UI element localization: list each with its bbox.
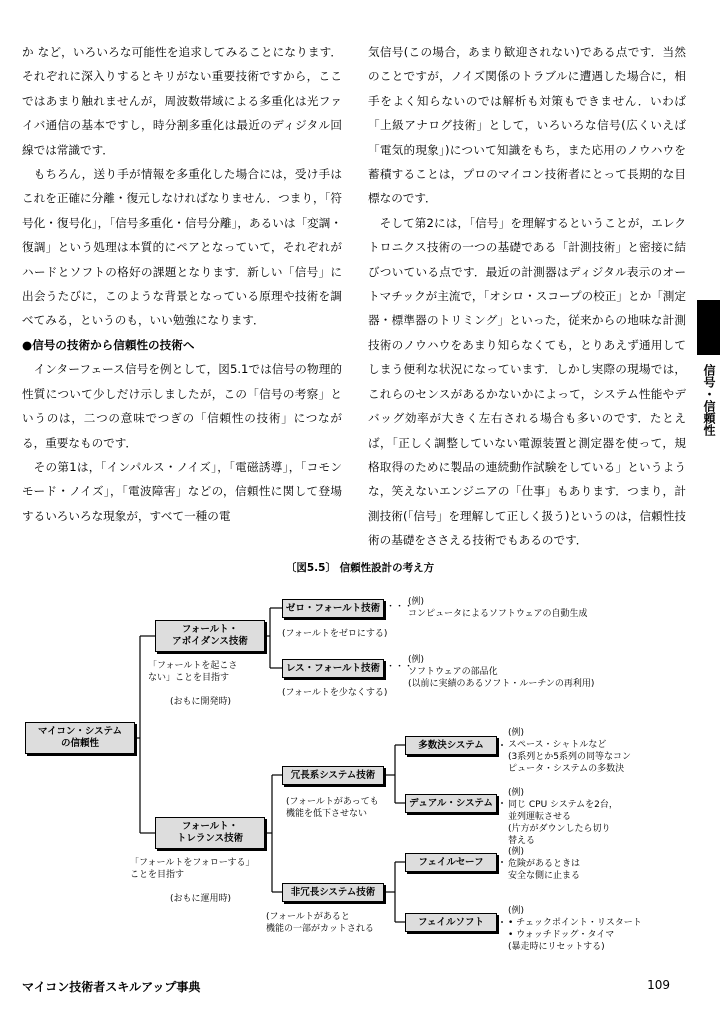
book-title: マイコン技術者スキルアップ事典 bbox=[22, 980, 201, 994]
nonredundant-system-box: 非冗長システム技術 bbox=[282, 883, 384, 902]
redundant-note: (フォールトがあっても 機能を低下させない bbox=[286, 797, 379, 819]
less-fault-box: レス・フォールト技術 bbox=[282, 659, 384, 678]
paragraph: そして第2には，「信号」を理解するということが，エレクトロニクス技術の一つの基礎である「計測技術」と密接に結びついている点です．最近の計測器はディジタル表示のオートマチックが主流で，「オシロ・スコープの校正」とか「測定器・標準器のトリミング」といった，従来からの地味な計測技術のノウハウをあまり知らなくても，とりあえず通用してしまう便利な状況になっています．しかし実際の現場では，これらのセンスがあるかないかによって，システム性能やデバッグ効率が大きく左右される場合も多いのです．たとえば，「正しく調整していない電源装置と測定器を使って，規格取得のために製品の連続動作試験をしている」というような，笑えないエンジニアの「仕事」もあります．つまり，計測技術(「信号」を理解して正しく扱う)というのは，信頼性技術の基礎をささえる技術でもあるのです． bbox=[368, 215, 686, 548]
nonredundant-note: (フォールトがあると 機能の一部がカットされる bbox=[266, 912, 374, 934]
zero-fault-note: (フォールトをゼロにする) bbox=[282, 629, 388, 639]
dual-system-box: デュアル・システム bbox=[405, 794, 497, 813]
paragraph: その第1は，「インパルス・ノイズ」，「電磁誘導」，「コモンモード・ノイズ」，「電波障害」などの，信頼性に関して登場するいろいろな現象が，すべて一種の電 bbox=[22, 459, 342, 523]
section-heading: ●信号の技術から信頼性の技術へ bbox=[22, 337, 195, 352]
fault-avoidance-box: フォールト・ アボイダンス技術 bbox=[155, 620, 265, 652]
paragraph: もちろん，送り手が情報を多重化した場合には，受け手はこれを正確に分離・復元しなければなりません．つまり，「符号化・復号化」，「信号多重化・信号分離」，あるいは「変調・復調」という処理は本質的にペアとなっていて，それぞれがハードとソフトの格好の課題となります．新しい「信号」に出会うたびに，このような背景となっている原理や技術を調べてみる，というのも，いい勉強になります． bbox=[22, 167, 342, 328]
fault-tolerance-note: 「フォールトをフォローする」 ことを目指す bbox=[130, 858, 255, 880]
fault-avoidance-note: 「フォールトを起こさ ない」ことを目指す bbox=[148, 661, 238, 683]
paragraph: インターフェース信号を例として，図5.1では信号の物理的性質について少しだけ示しましたが，この「信号の考察」というのは，二つの意味でつぎの「信頼性の技術」につながる，重要なものです． bbox=[22, 362, 342, 450]
fault-tolerance-box: フォールト・ トレランス技術 bbox=[155, 817, 265, 849]
root-box: マイコン・システム の信頼性 bbox=[25, 722, 135, 754]
zero-fault-example: (例) コンピュータによるソフトウェアの自動生成 bbox=[408, 597, 588, 619]
failsoft-box: フェイルソフト bbox=[405, 913, 497, 932]
fault-avoidance-subnote: (おもに開発時) bbox=[170, 697, 232, 707]
zero-fault-box: ゼロ・フォールト技術 bbox=[282, 599, 384, 618]
failsafe-box: フェイルセーフ bbox=[405, 853, 497, 872]
failsoft-example: (例) • チェックポイント・リスタート • ウォッチドッグ・タイマ (暴走時にリセットする) bbox=[508, 906, 642, 952]
figure-title: 〔図5.5〕 信頼性設計の考え方 bbox=[285, 562, 435, 574]
dots: ・・・ bbox=[386, 662, 414, 672]
paragraph: 気信号(この場合，あまり歓迎されない)である点です．当然のことですが，ノイズ関係のトラブルに遭遇した場合に，相手をよく知らないのでは解析も対策もできません．いわば「上級アナログ技術」として，いろいろな信号(広くいえば「電気的現象」)について知識をもち，また応用のノウハウを蓄積することは，プロのマイコン技術者にとって長期的な目標なのです． bbox=[368, 45, 686, 206]
majority-example: (例) スペース・シャトルなど (3系列とか5系列の同等なコン ピュータ・システムの多数決 bbox=[508, 728, 631, 774]
failsafe-example: (例) 危険があるときは 安全な側に止まる bbox=[508, 847, 581, 881]
paragraph: か など，いろいろな可能性を追求してみることになります．それぞれに深入りするとキリがない重要技術ですから，ここではあまり触れませんが，周波数帯域による多重化は光ファイバ通信の基本ですし，時分割多重化は最近のディジタル回線では常識です． bbox=[22, 45, 342, 157]
less-fault-example: (例) ソフトウェアの部品化 (以前に実績のあるソフト・ルーチンの再利用) bbox=[408, 655, 595, 689]
redundant-system-box: 冗長系システム技術 bbox=[282, 766, 384, 785]
chapter-tab-label: 信号・信頼性 bbox=[702, 364, 716, 436]
majority-system-box: 多数決システム bbox=[405, 736, 497, 755]
dual-example: (例) 同じ CPU システムを2台， 並列運転させる (片方がダウンしたら切り 替える bbox=[508, 788, 618, 846]
page-number: 109 bbox=[647, 978, 670, 992]
fault-tolerance-subnote: (おもに運用時) bbox=[170, 894, 232, 904]
less-fault-note: (フォールトを少なくする) bbox=[282, 688, 388, 698]
dots: ・・・ bbox=[386, 602, 414, 612]
